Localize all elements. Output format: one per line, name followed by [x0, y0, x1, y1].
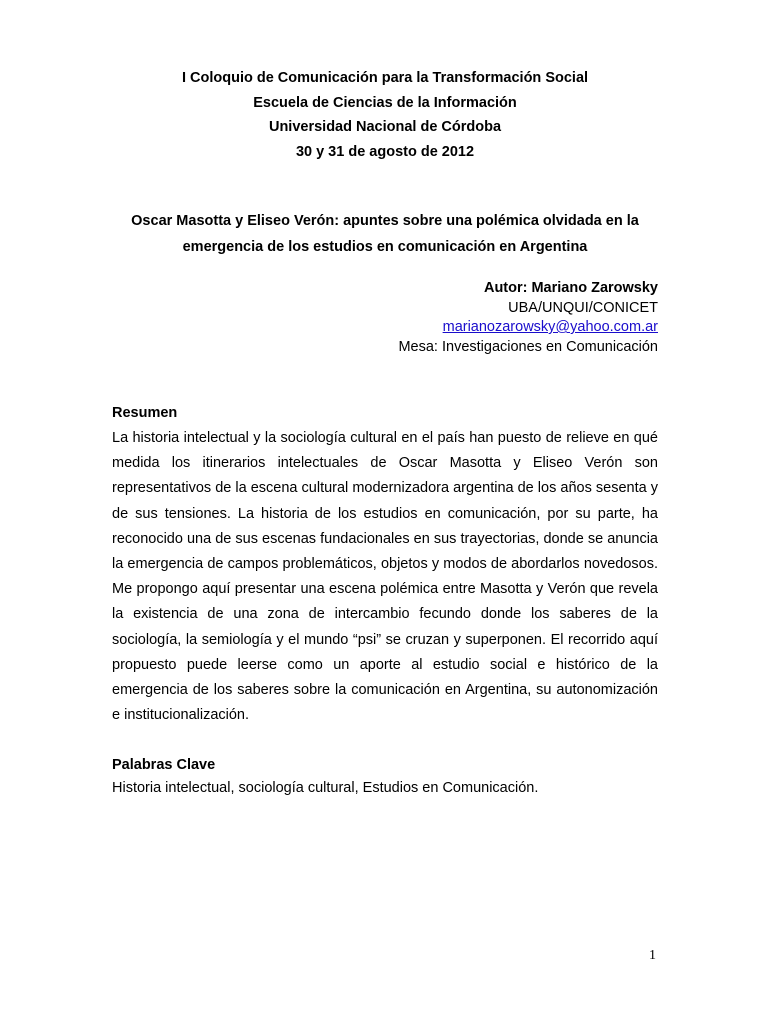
conference-header — [112, 66, 658, 164]
paper-title-line-2: emergencia de los estudios en comunicación en Argentina — [182, 239, 588, 255]
keywords-text: Historia intelectual, sociología cultural, Estudios en Comunicación. — [112, 780, 539, 796]
paper-title-line-1: Oscar Masotta y Eliseo Verón: apuntes sobre una polémica olvidada en la — [131, 213, 639, 229]
school-name: Escuela de Ciencias de la Información — [253, 94, 517, 111]
paper-title — [112, 208, 658, 260]
conference-dates: 30 y 31 de agosto de 2012 — [295, 143, 475, 160]
keywords-heading: Palabras Clave — [112, 757, 216, 773]
abstract-heading: Resumen — [112, 405, 178, 421]
author-panel: Mesa: Investigaciones en Comunicación — [398, 338, 658, 355]
abstract-text: La historia intelectual y la sociología cultural en el país han puesto de relieve en qué medida los itinerarios intelectuales de Oscar Masotta y Eliseo Verón son representativos de la escena cultural modernizadora argentina de los años sesenta y de sus tensiones. La historia de los estudios en comunicación, por su parte, ha reconocido una de sus escenas fundacionales en sus trayectorias, donde se anuncia la emergencia de campos problemáticos, objetos y modos de abordarlos novedosos. Me propongo aquí presentar una escena polémica entre Masotta y Verón que revela la existencia de una zona de intercambio fecundo donde los saberes de la sociología, la semiología y el mundo “psi” se cruzan y superponen. El recorrido aquí propuesto puede leerse como un aporte al estudio social e histórico de la emergencia de los saberes sobre la comunicación en Argentina, su autonomización e institucionalización. — [112, 430, 658, 724]
page-number: 1 — [649, 948, 656, 963]
author-email-link[interactable]: marianozarowsky@yahoo.com.ar — [442, 319, 658, 335]
author-affiliation: UBA/UNQUI/CONICET — [508, 299, 658, 316]
author-name: Autor: Mariano Zarowsky — [483, 280, 658, 296]
university-name: Universidad Nacional de Córdoba — [268, 119, 502, 135]
author-block — [398, 279, 658, 357]
conference-name: I Coloquio de Comunicación para la Transformación Social — [181, 70, 589, 86]
